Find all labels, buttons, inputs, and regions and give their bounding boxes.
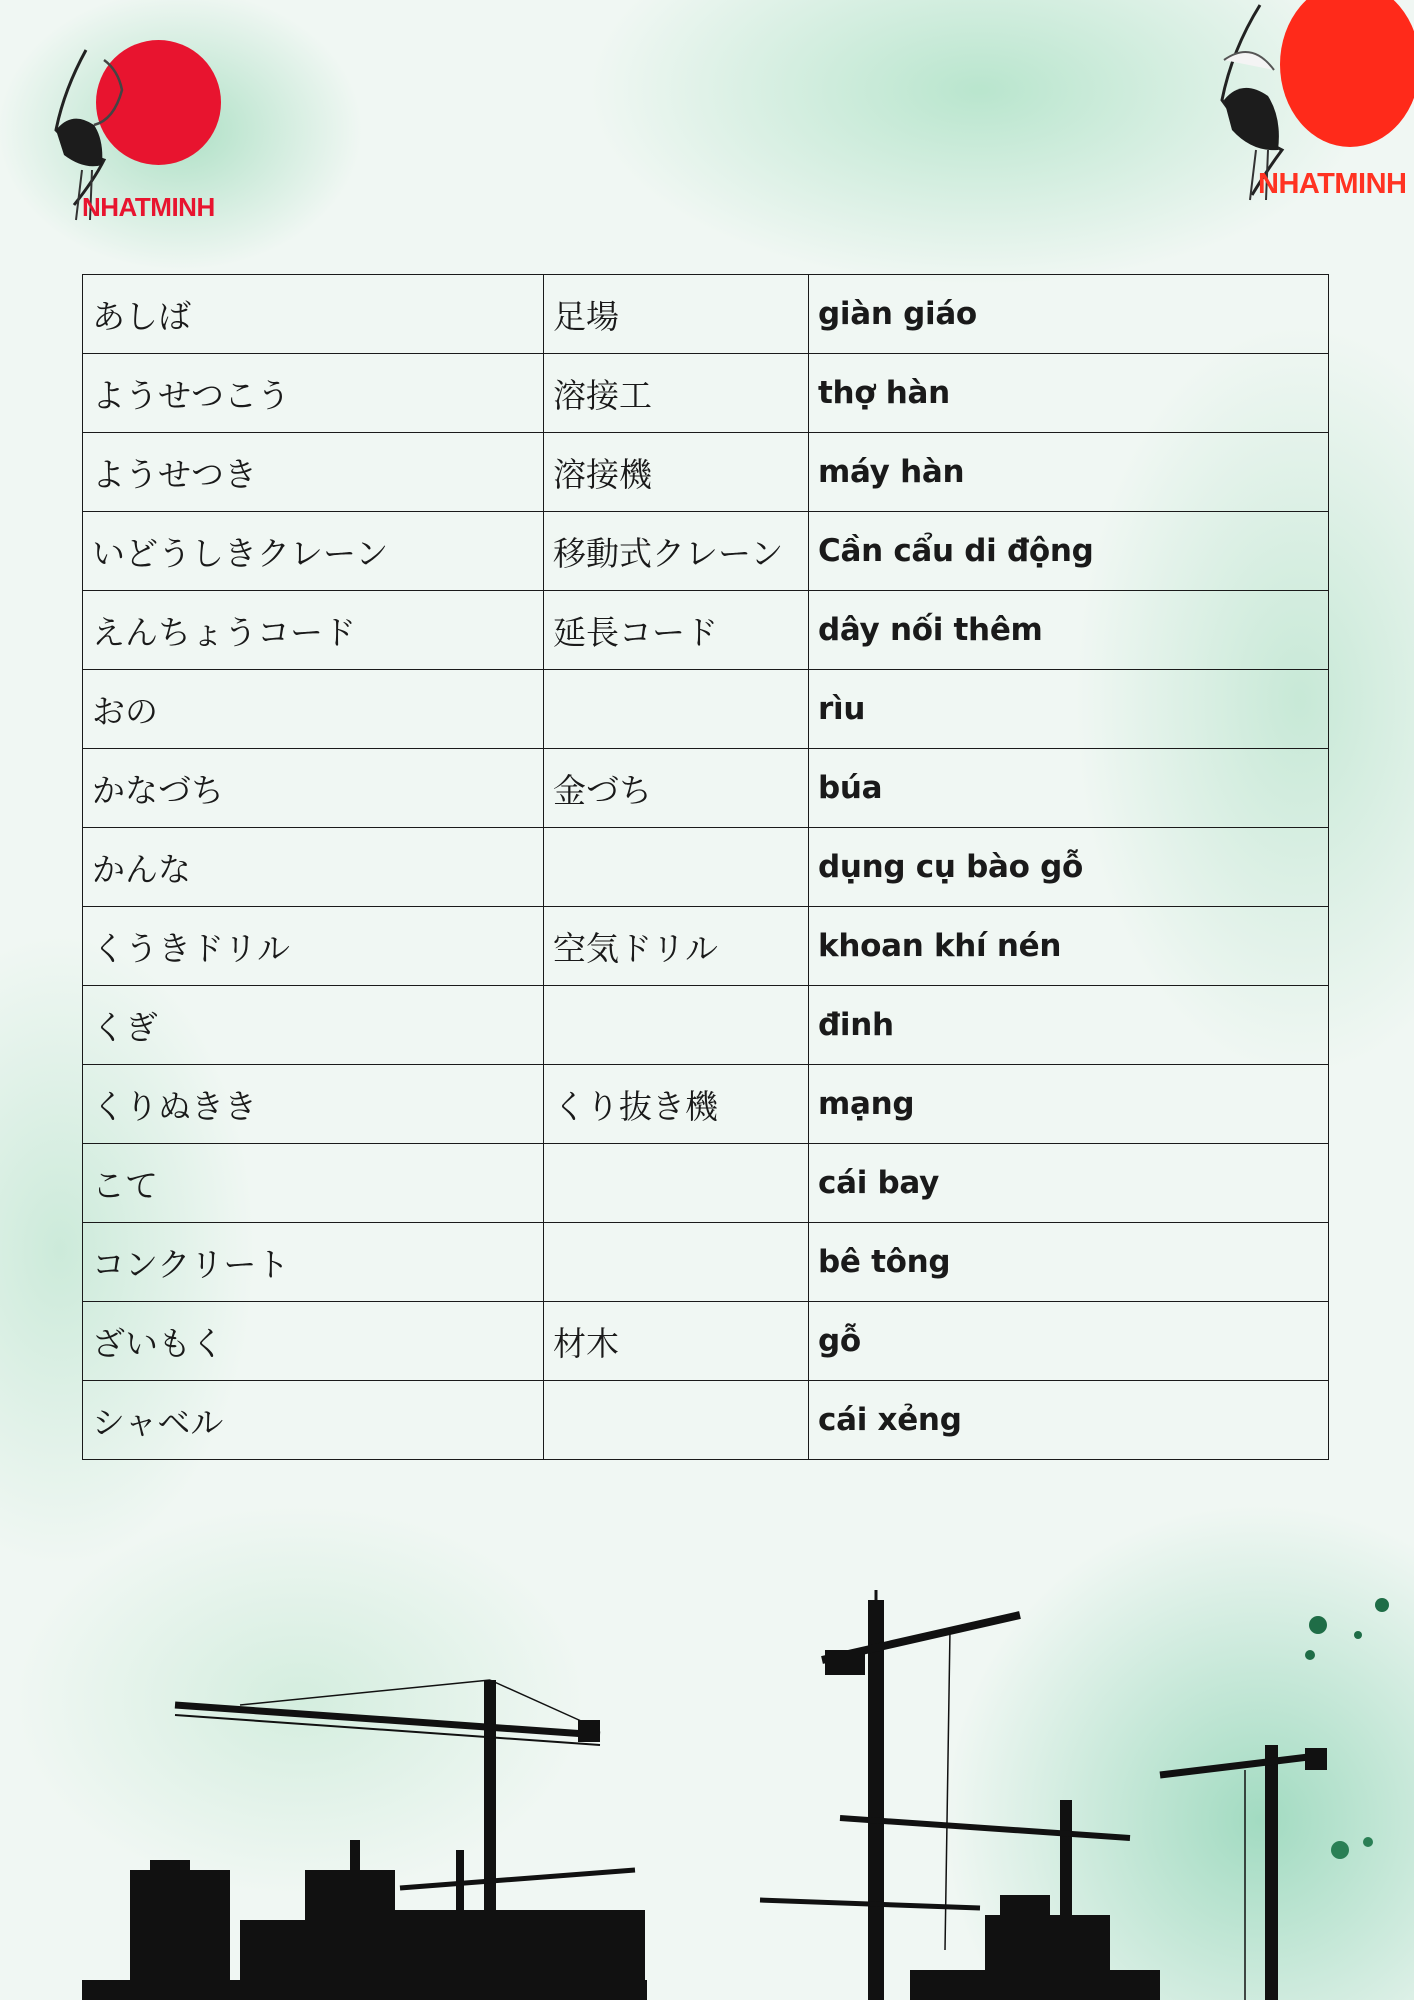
japanese-kanji-cell: 金づち [544, 749, 809, 828]
japanese-kana-cell: えんちょうコード [83, 591, 544, 670]
table-row [83, 512, 1329, 591]
japanese-kanji-cell: 移動式クレーン [544, 512, 809, 591]
vietnamese-meaning-cell: cái xẻng [809, 1381, 1329, 1460]
vietnamese-meaning-cell: thợ hàn [809, 354, 1329, 433]
vietnamese-meaning-cell: dây nối thêm [809, 591, 1329, 670]
table-row [83, 1381, 1329, 1460]
construction-skyline-illustration [0, 1520, 1414, 2000]
table-row [83, 907, 1329, 986]
japanese-kana-cell: ようせつき [83, 433, 544, 512]
table-row [83, 1065, 1329, 1144]
japanese-kanji-cell: 空気ドリル [544, 907, 809, 986]
japanese-kanji-cell: 延長コード [544, 591, 809, 670]
table-row [83, 1302, 1329, 1381]
japanese-kanji-cell [544, 828, 809, 907]
vietnamese-meaning-cell: búa [809, 749, 1329, 828]
vietnamese-meaning-cell: gỗ [809, 1302, 1329, 1381]
vietnamese-meaning-cell: máy hàn [809, 433, 1329, 512]
vocabulary-table-body [83, 275, 1329, 1460]
brand-logo-right [1212, 0, 1414, 205]
japanese-kana-cell: かなづち [83, 749, 544, 828]
japanese-kana-cell: あしば [83, 275, 544, 354]
vietnamese-meaning-cell: giàn giáo [809, 275, 1329, 354]
japanese-kana-cell: ようせつこう [83, 354, 544, 433]
japanese-kanji-cell: 材木 [544, 1302, 809, 1381]
japanese-kanji-cell [544, 1381, 809, 1460]
japanese-kana-cell: くぎ [83, 986, 544, 1065]
vocabulary-table [82, 274, 1329, 1460]
japanese-kana-cell: おの [83, 670, 544, 749]
table-row [83, 1144, 1329, 1223]
japanese-kana-cell: くうきドリル [83, 907, 544, 986]
japanese-kanji-cell: くり抜き機 [544, 1065, 809, 1144]
japanese-kanji-cell: 足場 [544, 275, 809, 354]
table-row [83, 670, 1329, 749]
japanese-kanji-cell [544, 670, 809, 749]
vietnamese-meaning-cell: cái bay [809, 1144, 1329, 1223]
brand-wordmark: NHATMINH [82, 192, 215, 222]
japanese-kanji-cell [544, 1223, 809, 1302]
vietnamese-meaning-cell: rìu [809, 670, 1329, 749]
japanese-kana-cell: いどうしきクレーン [83, 512, 544, 591]
japanese-kana-cell: くりぬきき [83, 1065, 544, 1144]
table-row [83, 433, 1329, 512]
japanese-kanji-cell [544, 986, 809, 1065]
japanese-kanji-cell [544, 1144, 809, 1223]
brand-logo-left [44, 30, 234, 230]
vietnamese-meaning-cell: Cần cẩu di động [809, 512, 1329, 591]
vietnamese-meaning-cell: đinh [809, 986, 1329, 1065]
vietnamese-meaning-cell: dụng cụ bào gỗ [809, 828, 1329, 907]
table-row [83, 828, 1329, 907]
japanese-kana-cell: コンクリート [83, 1223, 544, 1302]
japanese-kana-cell: シャベル [83, 1381, 544, 1460]
vietnamese-meaning-cell: mạng [809, 1065, 1329, 1144]
table-row [83, 1223, 1329, 1302]
table-row [83, 354, 1329, 433]
japanese-kana-cell: ざいもく [83, 1302, 544, 1381]
table-row [83, 275, 1329, 354]
vietnamese-meaning-cell: khoan khí nén [809, 907, 1329, 986]
japanese-kanji-cell: 溶接工 [544, 354, 809, 433]
japanese-kana-cell: かんな [83, 828, 544, 907]
table-row [83, 591, 1329, 670]
brand-wordmark: NHATMINH [1258, 168, 1407, 200]
table-row [83, 749, 1329, 828]
table-row [83, 986, 1329, 1065]
vietnamese-meaning-cell: bê tông [809, 1223, 1329, 1302]
japanese-kanji-cell: 溶接機 [544, 433, 809, 512]
japanese-kana-cell: こて [83, 1144, 544, 1223]
